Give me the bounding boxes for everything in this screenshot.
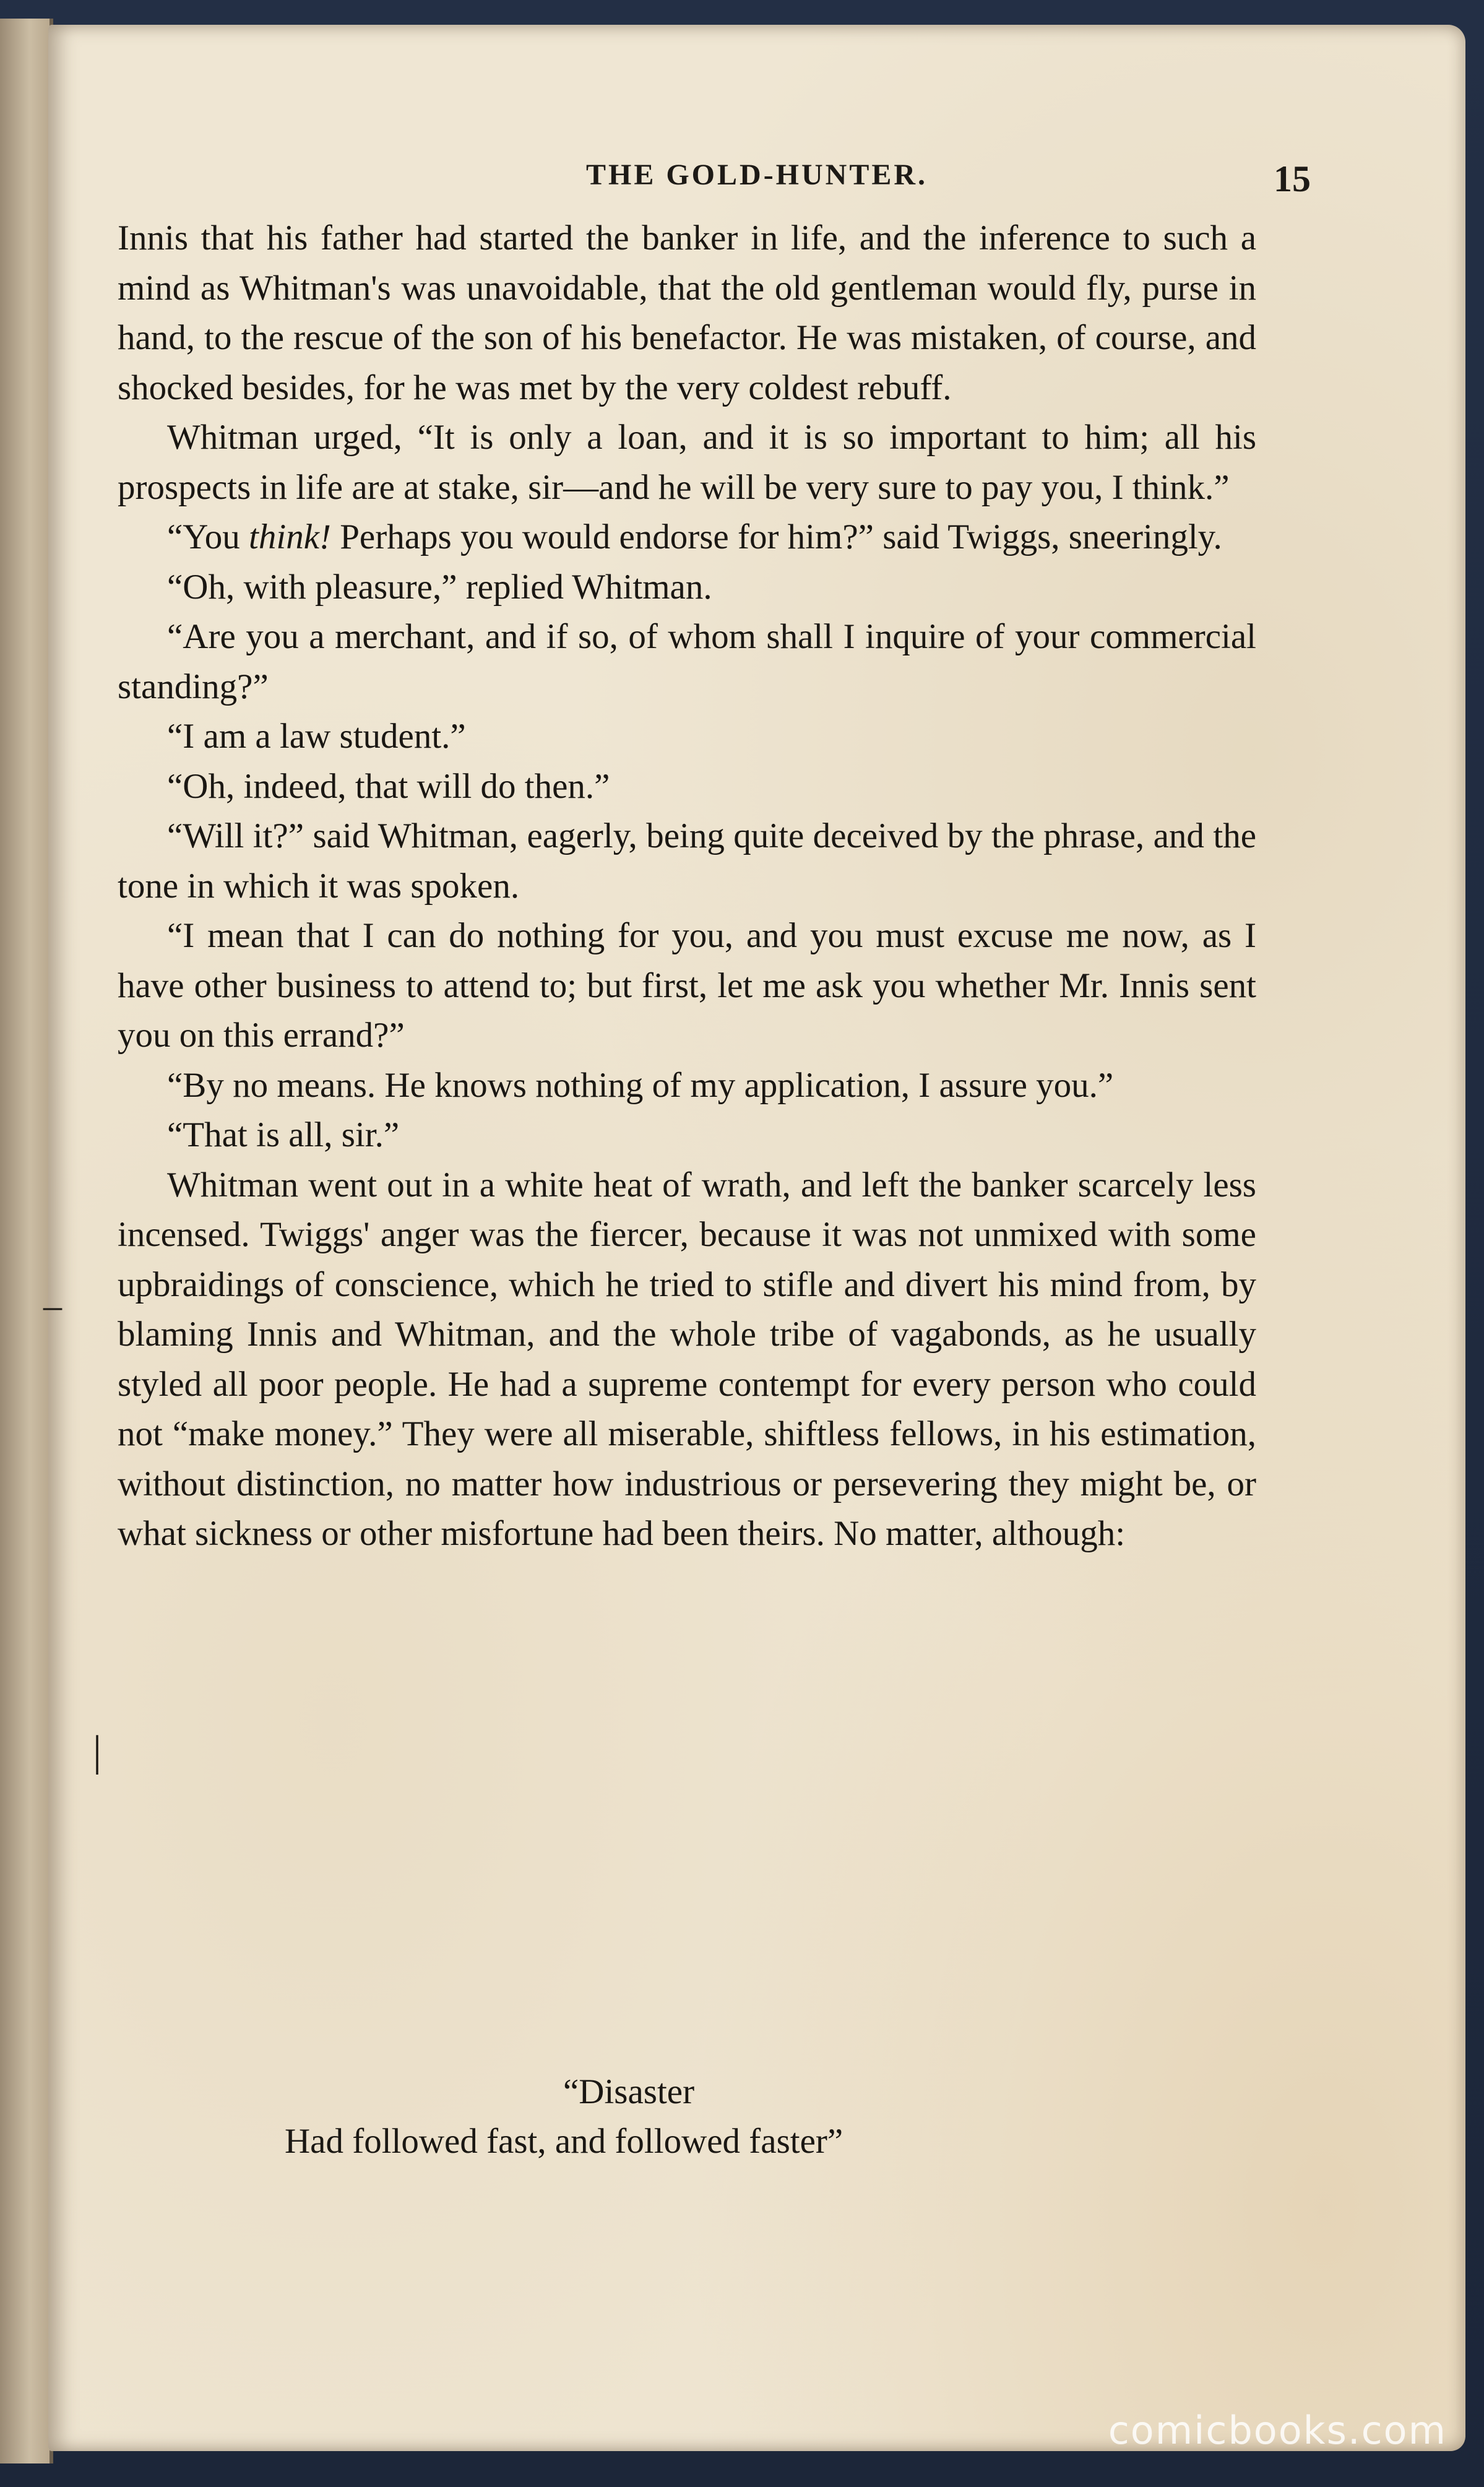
paragraph: “Oh, with pleasure,” replied Whitman. xyxy=(167,567,712,607)
paragraph: “That is all, sir.” xyxy=(167,1115,400,1154)
paragraph: Whitman urged, “It is only a loan, and it is so important to him; all his prospects in life are at stake, sir—and he will be very sure to pay you, I think.” xyxy=(118,418,1256,507)
paragraph: Innis that his father had started the banker in life, and the inference to such a mind as Whitman's was unavoidable, that the old gentleman would fly, purse in hand, to the rescue of the son of his benefactor. He was mistaken, of course, and shocked besides, for he was met by the very coldest rebuff. xyxy=(118,218,1256,407)
paragraph: “By no means. He knows nothing of my application, I assure you.” xyxy=(167,1065,1114,1105)
paragraph-text: “You xyxy=(167,517,249,556)
italic-emphasis: think! xyxy=(249,517,331,556)
paragraph: “Oh, indeed, that will do then.” xyxy=(167,766,610,806)
watermark: comicbooks.com xyxy=(1108,2408,1447,2453)
paragraph: “Will it?” said Whitman, eagerly, being quite deceived by the phrase, and the tone in which it was spoken. xyxy=(118,816,1256,906)
paragraph: “Are you a merchant, and if so, of whom shall I inquire of your commercial standing?” xyxy=(118,617,1256,706)
paragraph: “I mean that I can do nothing for you, and you must excuse me now, as I have other business to attend to; but first, let me ask you whether Mr. Innis sent you on this errand?” xyxy=(118,916,1256,1055)
body-text xyxy=(118,214,1256,1559)
verse-line: “Disaster xyxy=(563,2072,695,2111)
margin-dash-mark: – xyxy=(43,1285,62,1326)
running-header xyxy=(110,158,1404,214)
verse-line: Had followed fast, and followed faster” xyxy=(285,2122,843,2161)
paragraph-text: Perhaps you would endorse for him?” said Twiggs, sneeringly. xyxy=(330,517,1222,556)
running-title: THE GOLD-HUNTER. xyxy=(585,158,928,191)
paragraph: Whitman went out in a white heat of wrath, and left the banker scarcely less incensed. Twiggs' anger was the fiercer, because it was not unmixed with some upbraidings of conscience, which he tried to stifle and divert his mind from, by blaming Innis and Whitman, and the whole tribe of vagabonds, as he usually styled all poor people. He had a supreme contempt for every person who could not “make money.” They were all miserable, shiftless fellows, in his estimation, without distinction, no matter how industrious or persevering they might be, or what sickness or other misfortune had been theirs. No matter, although: xyxy=(118,1165,1256,1553)
margin-bar-mark: | xyxy=(93,1728,102,1775)
page-number: 15 xyxy=(1274,158,1311,199)
paragraph: “I am a law student.” xyxy=(167,717,466,756)
paragraph xyxy=(118,513,1256,563)
verse-quotation xyxy=(118,2067,1256,2166)
facing-page-edge xyxy=(0,19,53,2463)
